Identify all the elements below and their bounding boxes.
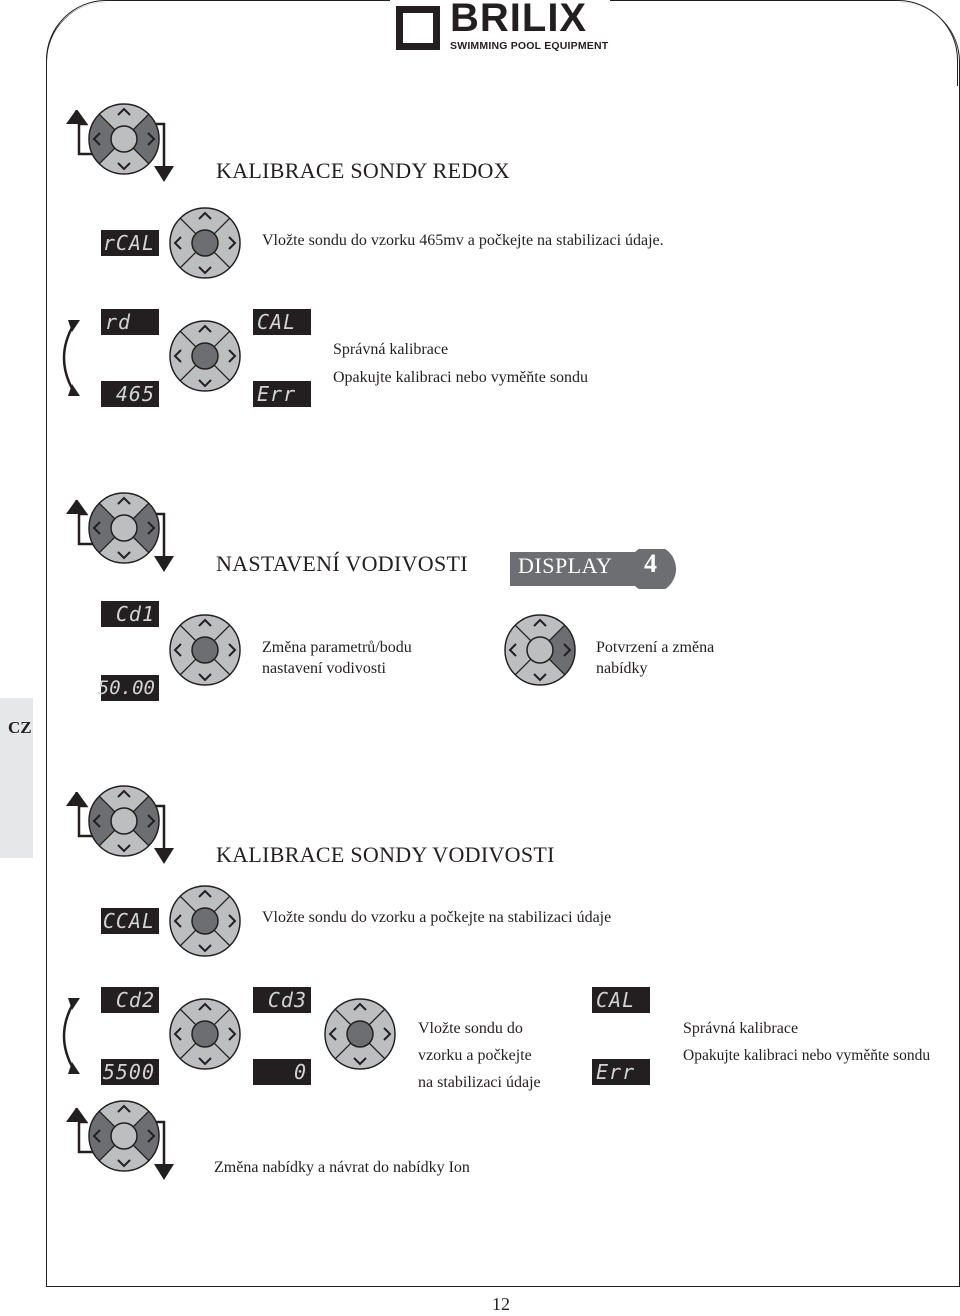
- keypad-icon: [88, 492, 160, 564]
- section-heading-conductivity-calibration: KALIBRACE SONDY VODIVOSTI: [216, 842, 555, 867]
- keypad-icon: [324, 998, 396, 1070]
- result-ok-text: Správná kalibrace: [683, 1020, 799, 1037]
- lcd-display: Cd1: [101, 601, 159, 627]
- lcd-display: Cd3: [253, 987, 311, 1013]
- instruction-text-line: nastavení vodivosti: [262, 660, 386, 677]
- lcd-display: CAL: [253, 309, 311, 335]
- instruction-text: Vložte sondu do vzorku a počkejte na stabilizaci údaje: [262, 909, 612, 926]
- logo-square-icon: [396, 6, 440, 50]
- instruction-text-line: na stabilizaci údaje: [418, 1074, 541, 1091]
- lcd-display: CAL: [592, 987, 650, 1013]
- keypad-icon: [169, 320, 241, 392]
- keypad-icon: [88, 103, 160, 175]
- lcd-display: 5500: [101, 1059, 159, 1085]
- brand-logo: [390, 0, 610, 56]
- keypad-icon: [169, 885, 241, 957]
- lcd-display: Cd2: [101, 987, 159, 1013]
- page-number: 12: [492, 1294, 510, 1314]
- keypad-icon: [504, 614, 576, 686]
- lcd-display: rCAL: [101, 230, 159, 256]
- display-badge: [510, 549, 680, 589]
- cycle-arrow-icon: [60, 318, 86, 400]
- display-badge-label: DISPLAY: [518, 553, 613, 578]
- instruction-text-line: Potvrzení a změna: [596, 639, 715, 656]
- instruction-text-line: Vložte sondu do: [418, 1020, 523, 1037]
- cycle-arrow-icon: [60, 996, 86, 1078]
- keypad-icon: [169, 998, 241, 1070]
- display-badge-number: 4: [644, 549, 657, 578]
- result-ok-text: Správná kalibrace: [333, 341, 449, 358]
- result-error-text: Opakujte kalibraci nebo vyměňte sondu: [333, 369, 589, 386]
- lcd-display: rd: [101, 309, 159, 335]
- instruction-text-line: nabídky: [596, 660, 648, 677]
- lcd-display: 0: [253, 1059, 311, 1085]
- keypad-icon: [88, 1100, 160, 1172]
- lcd-display: CCAL: [101, 908, 159, 934]
- keypad-icon: [169, 207, 241, 279]
- lcd-display: 465: [101, 381, 159, 407]
- result-error-text: Opakujte kalibraci nebo vyměňte sondu: [683, 1047, 931, 1064]
- section-heading-redox: KALIBRACE SONDY REDOX: [216, 158, 510, 183]
- instruction-text-line: vzorku a počkejte: [418, 1047, 532, 1064]
- final-instruction-text: Změna nabídky a návrat do nabídky Ion: [214, 1159, 470, 1176]
- lcd-display: Err: [253, 381, 311, 407]
- lcd-display: Err: [592, 1059, 650, 1085]
- keypad-icon: [169, 614, 241, 686]
- instruction-text-line: Změna parametrů/bodu: [262, 639, 412, 656]
- logo-wordmark: BRILIX: [450, 0, 588, 40]
- instruction-text: Vložte sondu do vzorku 465mv a počkejte na stabilizaci údaje.: [262, 232, 664, 249]
- logo-subtitle: SWIMMING POOL EQUIPMENT: [450, 40, 609, 52]
- language-tab-label: CZ: [8, 718, 32, 737]
- section-heading-conductivity-setup: NASTAVENÍ VODIVOSTI: [216, 551, 468, 576]
- lcd-display: 50.00: [101, 675, 159, 701]
- keypad-icon: [88, 785, 160, 857]
